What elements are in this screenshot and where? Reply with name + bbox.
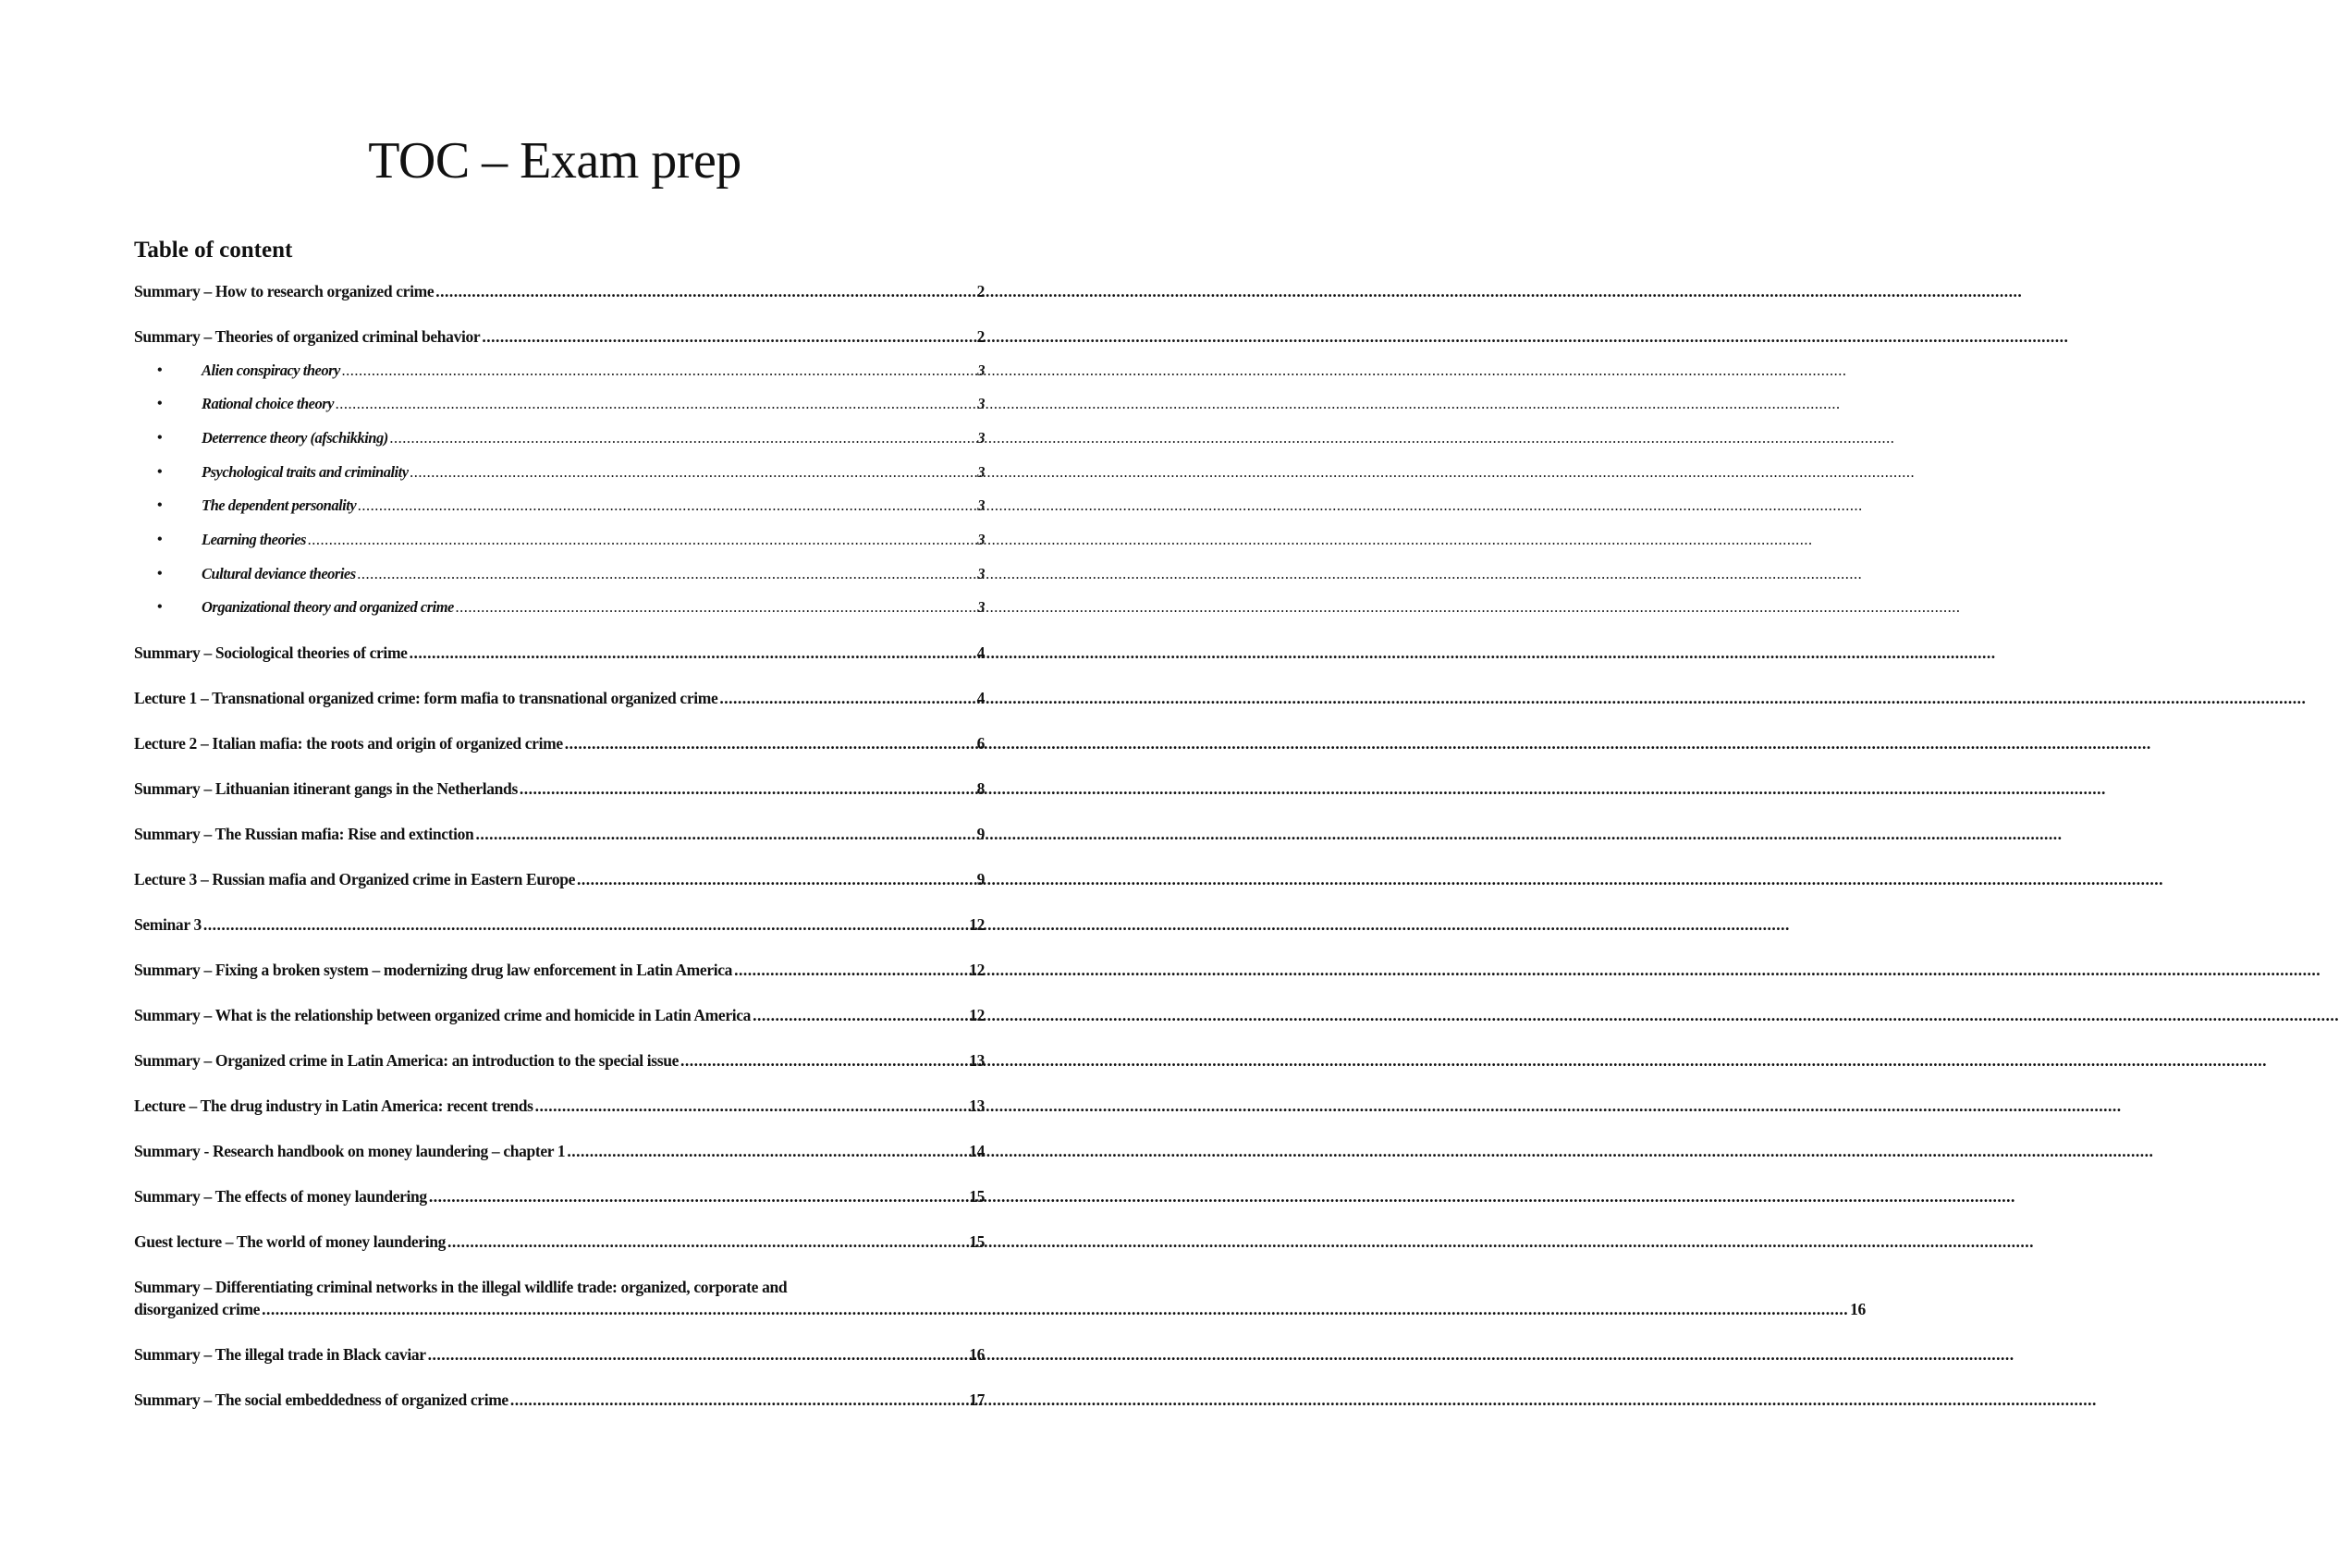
toc-page-number: 16 (1850, 1300, 1866, 1318)
toc-page-number: 17 (969, 1390, 985, 1409)
leader-dots (410, 642, 975, 664)
toc-entry-text: Organizational theory and organized crime (202, 598, 454, 616)
toc-subentry[interactable] (202, 495, 985, 517)
toc-entry-text: Summary – Fixing a broken system – modernizing drug law enforcement in Latin America (134, 961, 733, 979)
toc-entry-text-continued: disorganized crime (134, 1300, 261, 1318)
toc-page-number: 9 (976, 870, 985, 888)
toc-entry[interactable] (134, 687, 985, 709)
bullet-icon: • (157, 430, 163, 446)
toc-page-number: 3 (977, 429, 985, 447)
toc-entry-text: Summary - Research handbook on money laundering – chapter 1 (134, 1142, 566, 1160)
leader-dots (390, 427, 976, 449)
toc-entry[interactable] (134, 1231, 985, 1253)
toc-entry-text: Lecture – The drug industry in Latin America: recent trends (134, 1096, 533, 1115)
leader-dots (410, 461, 976, 484)
toc-entry-text: Guest lecture – The world of money laundering (134, 1232, 447, 1251)
toc-page-number: 4 (976, 689, 985, 707)
toc-entry[interactable] (134, 280, 985, 302)
toc-entry-text: Lecture 1 – Transnational organized crime: form mafia to transnational organized crime (134, 689, 718, 707)
toc-page-number: 13 (969, 1051, 985, 1070)
toc-entry[interactable] (134, 642, 985, 664)
leader-dots (753, 1004, 967, 1026)
toc-entry-text: Cultural deviance theories (202, 565, 356, 582)
toc-page-number: 16 (969, 1345, 985, 1364)
bullet-icon: • (157, 532, 163, 547)
toc-entry[interactable] (134, 823, 985, 845)
toc-entry[interactable] (134, 959, 985, 981)
toc-entry-text: Summary – The social embeddedness of organized crime (134, 1390, 508, 1409)
toc-page-number: 12 (969, 1006, 985, 1024)
toc-page-number: 3 (977, 463, 985, 481)
leader-dots (203, 913, 967, 936)
toc-entry[interactable] (134, 1343, 985, 1366)
leader-dots (680, 1049, 967, 1072)
toc-entry-text: Summary – Lithuanian itinerant gangs in the Netherlands (134, 779, 518, 798)
leader-dots (520, 778, 975, 800)
toc-entry[interactable] (134, 325, 985, 348)
toc-entry[interactable] (134, 778, 985, 800)
leader-dots (358, 495, 975, 517)
toc-entry-text: Summary – Theories of organized criminal behavior (134, 327, 481, 346)
toc-subentry[interactable] (202, 360, 985, 382)
toc-entry-text: Lecture 3 – Russian mafia and Organized crime in Eastern Europe (134, 870, 576, 888)
toc-entry[interactable] (134, 1095, 985, 1117)
toc-entry-text: Learning theories (202, 531, 306, 548)
leader-dots (482, 325, 974, 348)
document-title: TOC – Exam prep (368, 132, 741, 190)
bullet-icon: • (157, 497, 163, 513)
leader-dots (308, 529, 975, 551)
toc-entry-text: Rational choice theory (202, 395, 334, 412)
bullet-icon: • (157, 464, 163, 480)
leader-dots (262, 1298, 1848, 1320)
toc-entry-text: Summary – What is the relationship between organized crime and homicide in Latin America (134, 1006, 752, 1024)
leader-dots (358, 563, 976, 585)
leader-dots (719, 687, 974, 709)
leader-dots (577, 868, 975, 890)
toc-entry[interactable] (134, 1389, 985, 1411)
toc-page-number: 13 (969, 1096, 985, 1115)
toc-entry-text: Alien conspiracy theory (202, 361, 340, 379)
leader-dots (447, 1231, 967, 1253)
toc-entry-text: Summary – Differentiating criminal networks in the illegal wildlife trade: organized, corporate and (134, 1278, 788, 1296)
leader-dots (510, 1389, 967, 1411)
toc-entry[interactable] (134, 1276, 1866, 1320)
toc-subentry[interactable] (202, 461, 985, 484)
toc-entry-text: Summary – How to research organized crime (134, 282, 435, 300)
toc-entry-text: Summary – The Russian mafia: Rise and extinction (134, 825, 474, 843)
toc-page-number: 3 (977, 395, 985, 412)
toc-subentry[interactable] (202, 529, 985, 551)
toc-heading: Table of content (134, 238, 293, 263)
toc-entry-text: The dependent personality (202, 496, 357, 514)
toc-page-number: 4 (976, 643, 985, 662)
toc-entry-text: Deterrence theory (afschikking) (202, 429, 388, 447)
toc-page-number: 3 (977, 565, 985, 582)
leader-dots (567, 1140, 967, 1162)
toc-page-number: 15 (969, 1187, 985, 1206)
leader-dots (535, 1095, 968, 1117)
toc-page-number: 3 (977, 361, 985, 379)
toc-page-number: 8 (976, 779, 985, 798)
leader-dots (428, 1343, 968, 1366)
bullet-icon: • (157, 396, 163, 411)
toc-page-number: 12 (969, 915, 985, 934)
leader-dots (565, 732, 975, 754)
leader-dots (336, 393, 975, 415)
leader-dots (734, 959, 967, 981)
toc-page-number: 14 (969, 1142, 985, 1160)
toc-entry[interactable] (134, 1004, 985, 1026)
bullet-icon: • (157, 599, 163, 615)
toc-entry-text: Seminar 3 (134, 915, 202, 934)
toc-subentry[interactable] (202, 393, 985, 415)
toc-entry[interactable] (134, 1049, 985, 1072)
toc-page-number: 3 (977, 598, 985, 616)
toc-page-number: 3 (977, 496, 985, 514)
toc-entry[interactable] (134, 732, 985, 754)
leader-dots (475, 823, 974, 845)
leader-dots (456, 596, 975, 619)
toc-entry-text: Lecture 2 – Italian mafia: the roots and origin of organized crime (134, 734, 563, 753)
toc-page-number: 12 (969, 961, 985, 979)
toc-entry[interactable] (134, 913, 985, 936)
bullet-icon: • (157, 362, 163, 378)
toc-page-number: 3 (977, 531, 985, 548)
toc-page-number: 15 (969, 1232, 985, 1251)
toc-entry-text: Summary – Organized crime in Latin America: an introduction to the special issue (134, 1051, 680, 1070)
toc-entry[interactable] (134, 868, 985, 890)
toc-subentry[interactable] (202, 427, 985, 449)
toc-entry[interactable] (134, 1140, 985, 1162)
bullet-icon: • (157, 566, 163, 582)
toc-page-number: 9 (976, 825, 985, 843)
toc-entry-text: Summary – The effects of money laundering (134, 1187, 427, 1206)
toc-page-number: 2 (976, 282, 985, 300)
toc-entry-text: Summary – Sociological theories of crime (134, 643, 408, 662)
toc-subentry[interactable] (202, 563, 985, 585)
toc-subentry[interactable] (202, 596, 985, 619)
leader-dots (435, 280, 974, 302)
toc-entry-text: Psychological traits and criminality (202, 463, 409, 481)
leader-dots (342, 360, 975, 382)
toc-page-number: 6 (976, 734, 985, 753)
toc-page-number: 2 (976, 327, 985, 346)
toc-entry[interactable] (134, 1185, 985, 1207)
leader-dots (429, 1185, 967, 1207)
toc-entry-text: Summary – The illegal trade in Black caviar (134, 1345, 426, 1364)
